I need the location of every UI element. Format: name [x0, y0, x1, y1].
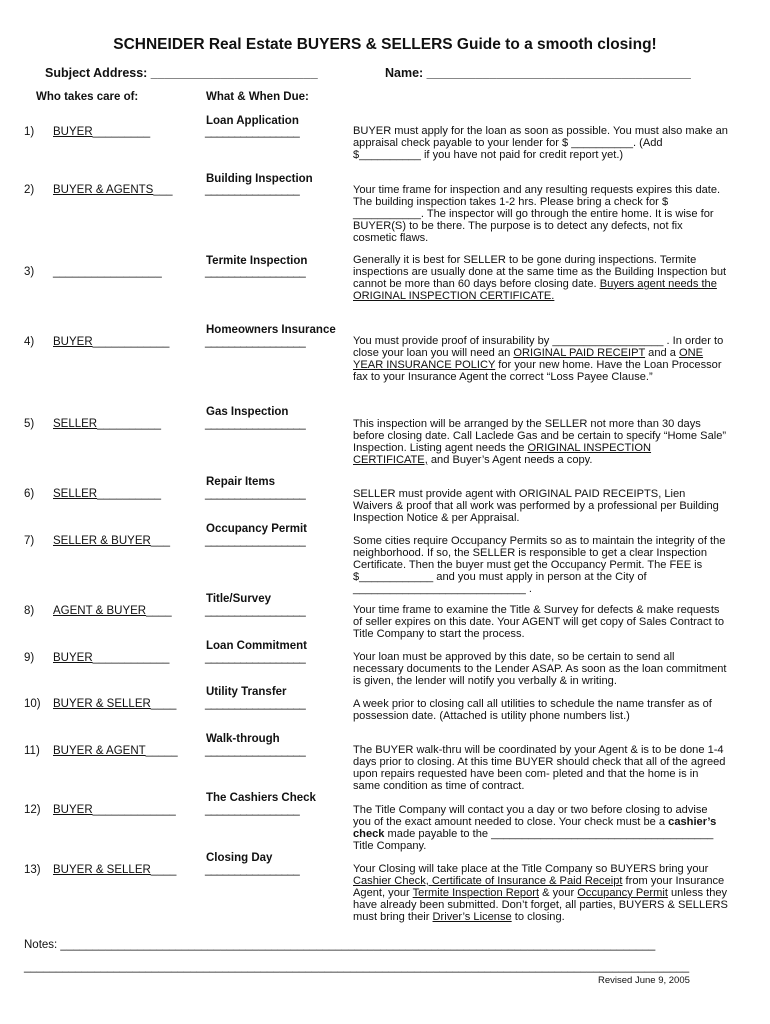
responsible-party[interactable]	[53, 266, 162, 278]
responsible-party-blank: __________	[97, 488, 162, 500]
description-segment: Cashier Check, Certificate of Insurance & Paid Receipt	[353, 874, 623, 887]
description-segment: Some cities require Occupancy Permits so as to maintain the integrity of the neighborhood. If so, the SELLER is responsible to get a clear Inspection Certificate. Then the buyer must get the Occupancy Permit. The FEE is $____________ and you must apply in person at the City of ____________________________ .	[353, 535, 726, 595]
description-segment: to closing.	[511, 910, 565, 923]
responsible-party[interactable]	[53, 418, 161, 430]
responsible-party[interactable]	[53, 698, 176, 710]
due-date-blank[interactable]: ________________	[205, 184, 300, 196]
row-number: 2)	[24, 184, 35, 196]
responsible-party-label: BUYER	[53, 126, 93, 138]
row-number: 5)	[24, 418, 35, 430]
responsible-party-blank: ____________	[92, 652, 170, 664]
task-description	[353, 745, 728, 793]
task-description	[353, 699, 728, 723]
task-title: Loan Commitment	[206, 640, 307, 652]
description-segment: Occupancy Permit	[577, 886, 668, 899]
description-segment: Generally it is best for SELLER to be gone during inspections. Termite inspections are usually done at the same time as the Building Inspection but cannot be more than 60 days before closing date.	[353, 254, 727, 290]
responsible-party-blank: _________________	[53, 266, 162, 278]
due-date-blank[interactable]: _________________	[205, 745, 306, 757]
description-segment: The Title Company will contact you a day or two before closing to advise you of the exact amount needed to close. Your check must be a	[353, 804, 708, 828]
responsible-party-blank: __________	[97, 418, 162, 430]
task-title: Homeowners Insurance	[206, 324, 336, 336]
responsible-party-label: SELLER & BUYER	[53, 535, 151, 547]
task-description	[353, 126, 728, 162]
description-segment: Buyers agent needs the ORIGINAL INSPECTION CERTIFICATE.	[353, 277, 717, 302]
responsible-party-blank: _____________	[92, 804, 176, 816]
task-description	[353, 255, 728, 303]
row-number: 12)	[24, 804, 41, 816]
description-segment: and a	[645, 346, 679, 359]
responsible-party-blank: ___	[153, 184, 173, 196]
row-number: 13)	[24, 864, 41, 876]
task-title: Walk-through	[206, 733, 280, 745]
col-header-what: What & When Due:	[206, 91, 309, 103]
responsible-party-label: BUYER	[53, 652, 93, 664]
task-title: Loan Application	[206, 115, 299, 127]
name-field[interactable]: Name: ______________________________________	[385, 66, 691, 80]
responsible-party[interactable]	[53, 605, 172, 617]
responsible-party-blank: ___	[150, 535, 170, 547]
description-segment: You must provide proof of insurability by __________________ . In order to close your loan you will need an	[353, 335, 724, 359]
description-segment: made payable to the ____________________________________ Title Company.	[353, 827, 714, 852]
responsible-party-label: BUYER & SELLER	[53, 864, 151, 876]
due-date-blank[interactable]: _________________	[205, 488, 306, 500]
task-description	[353, 419, 728, 467]
description-segment: from your Insurance Agent, your	[353, 874, 725, 899]
due-date-blank[interactable]: _________________	[205, 652, 306, 664]
row-number: 11)	[24, 745, 40, 757]
responsible-party-label: AGENT & BUYER	[53, 605, 147, 617]
row-number: 8)	[24, 605, 35, 617]
responsible-party[interactable]	[53, 745, 178, 757]
row-number: 6)	[24, 488, 35, 500]
responsible-party[interactable]	[53, 864, 176, 876]
responsible-party[interactable]	[53, 336, 169, 348]
description-segment: Your time frame to examine the Title & Survey for defects & make requests of seller expires on this date. Your AGENT will get copy of Sales Contract to Title Company to start the process.	[353, 604, 725, 640]
row-number: 1)	[24, 126, 35, 138]
task-title: Gas Inspection	[206, 406, 289, 418]
task-title: Repair Items	[206, 476, 276, 488]
description-segment: ONE YEAR INSURANCE POLICY	[353, 346, 704, 371]
description-segment: for your new home. Have the Loan Processor fax to your Insurance Agent the correct “Loss Payee Clause.”	[353, 358, 722, 383]
due-date-blank[interactable]: _________________	[205, 418, 306, 430]
description-segment: Driver’s License	[432, 910, 512, 923]
row-number: 9)	[24, 652, 35, 664]
due-date-blank[interactable]: ________________	[205, 126, 300, 138]
due-date-blank[interactable]: _________________	[205, 605, 306, 617]
task-title: Building Inspection	[206, 173, 313, 185]
description-segment: cashier’s check	[353, 815, 717, 840]
responsible-party-label: BUYER & SELLER	[53, 698, 151, 710]
page-title: SCHNEIDER Real Estate BUYERS & SELLERS Guide to a smooth closing!	[113, 36, 657, 53]
due-date-blank[interactable]: _________________	[205, 535, 306, 547]
description-segment: ORIGINAL PAID RECEIPT	[513, 346, 646, 359]
task-title: Title/Survey	[206, 593, 271, 605]
responsible-party-blank: ____	[150, 698, 177, 710]
description-segment: This inspection will be arranged by the SELLER not more than 30 days before closing date. Call Laclede Gas and be certain to specify “Home Sale” Inspection. Listing agent needs the	[353, 418, 727, 454]
row-number: 3)	[24, 266, 35, 278]
notes-line[interactable]: Notes: _____________________________________________________________________________________________	[24, 939, 656, 951]
task-title: The Cashiers Check	[206, 792, 316, 804]
due-date-blank[interactable]: ________________	[205, 804, 300, 816]
responsible-party-blank: ____________	[92, 336, 170, 348]
due-date-blank[interactable]: _________________	[205, 266, 306, 278]
responsible-party-blank: _____	[145, 745, 178, 757]
responsible-party-blank: ____	[146, 605, 172, 617]
responsible-party-blank: _________	[92, 126, 151, 138]
due-date-blank[interactable]: _________________	[205, 698, 306, 710]
due-date-blank[interactable]: ________________	[205, 864, 300, 876]
row-number: 4)	[24, 336, 35, 348]
responsible-party-label: BUYER	[53, 804, 93, 816]
description-segment: Your loan must be approved by this date, so be certain to send all necessary documents to the Lender ASAP. As soon as the loan commitment is given, the lender will notify you verbally & in writing.	[353, 651, 727, 687]
task-description	[353, 489, 728, 525]
responsible-party[interactable]	[53, 488, 161, 500]
description-segment: The BUYER walk-thru will be coordinated by your Agent & is to be done 1-4 days prior to closing. At this time BUYER should check that all of the agreed upon repairs requested have been com- pleted and that the home is in same condition as time of contract.	[353, 744, 726, 792]
task-description	[353, 605, 728, 641]
description-segment: & your	[539, 886, 578, 899]
notes-line-2[interactable]: ________________________________________________________________________________________________________	[24, 961, 690, 973]
responsible-party-label: BUYER	[53, 336, 93, 348]
responsible-party-label: BUYER & AGENT	[53, 745, 146, 757]
responsible-party-label: BUYER & AGENTS	[53, 184, 154, 196]
description-segment: unless they have already been submitted. Don’t forget, all parties, BUYERS & SELLERS must bring their	[353, 886, 728, 923]
task-title: Occupancy Permit	[206, 523, 307, 535]
task-title: Termite Inspection	[206, 255, 308, 267]
responsible-party[interactable]	[53, 184, 173, 196]
description-segment: Termite Inspection Report	[412, 886, 540, 899]
description-segment: Your Closing will take place at the Title Company so BUYERS bring your	[353, 863, 709, 875]
revised-date: Revised June 9, 2005	[598, 975, 690, 986]
task-description	[353, 805, 728, 853]
due-date-blank[interactable]: _________________	[205, 336, 306, 348]
task-description	[353, 864, 728, 924]
task-description	[353, 336, 728, 384]
description-segment: Your time frame for inspection and any resulting requests expires this date. The building inspection takes 1-2 hrs. Please bring a check for $ ___________. The inspector will go through the entire home. It is wise for BUYER(S) to be there. The purpose is to detect any defects, not fix cosmetic flaws.	[353, 184, 721, 244]
task-title: Utility Transfer	[206, 686, 287, 698]
responsible-party-label: SELLER	[53, 418, 98, 430]
task-description	[353, 536, 728, 596]
responsible-party-label: SELLER	[53, 488, 98, 500]
description-segment: BUYER must apply for the loan as soon as possible. You must also make an appraisal check payable to your lender for $ __________. (Add $__________ if you have not paid for credit report yet.)	[353, 125, 728, 161]
row-number: 10)	[24, 698, 41, 710]
task-description	[353, 185, 728, 245]
description-segment: and Buyer’s Agent needs a copy.	[427, 453, 593, 466]
description-segment: A week prior to closing call all utilities to schedule the name transfer as of possession date. (Attached is utility phone numbers list.)	[353, 698, 712, 722]
responsible-party[interactable]	[53, 652, 169, 664]
col-header-who: Who takes care of:	[36, 91, 139, 103]
responsible-party[interactable]	[53, 126, 150, 138]
description-segment: SELLER must provide agent with ORIGINAL PAID RECEIPTS, Lien Waivers & proof that all work was performed by a professional per Building Inspection Notice & per Appraisal.	[353, 488, 719, 524]
task-description	[353, 652, 728, 688]
responsible-party[interactable]	[53, 804, 176, 816]
responsible-party[interactable]	[53, 535, 170, 547]
description-segment: ORIGINAL INSPECTION CERTIFICATE,	[353, 441, 652, 466]
responsible-party-blank: ____	[150, 864, 177, 876]
subject-address-field[interactable]: Subject Address: ________________________	[45, 66, 318, 80]
row-number: 7)	[24, 535, 35, 547]
task-title: Closing Day	[206, 852, 273, 864]
